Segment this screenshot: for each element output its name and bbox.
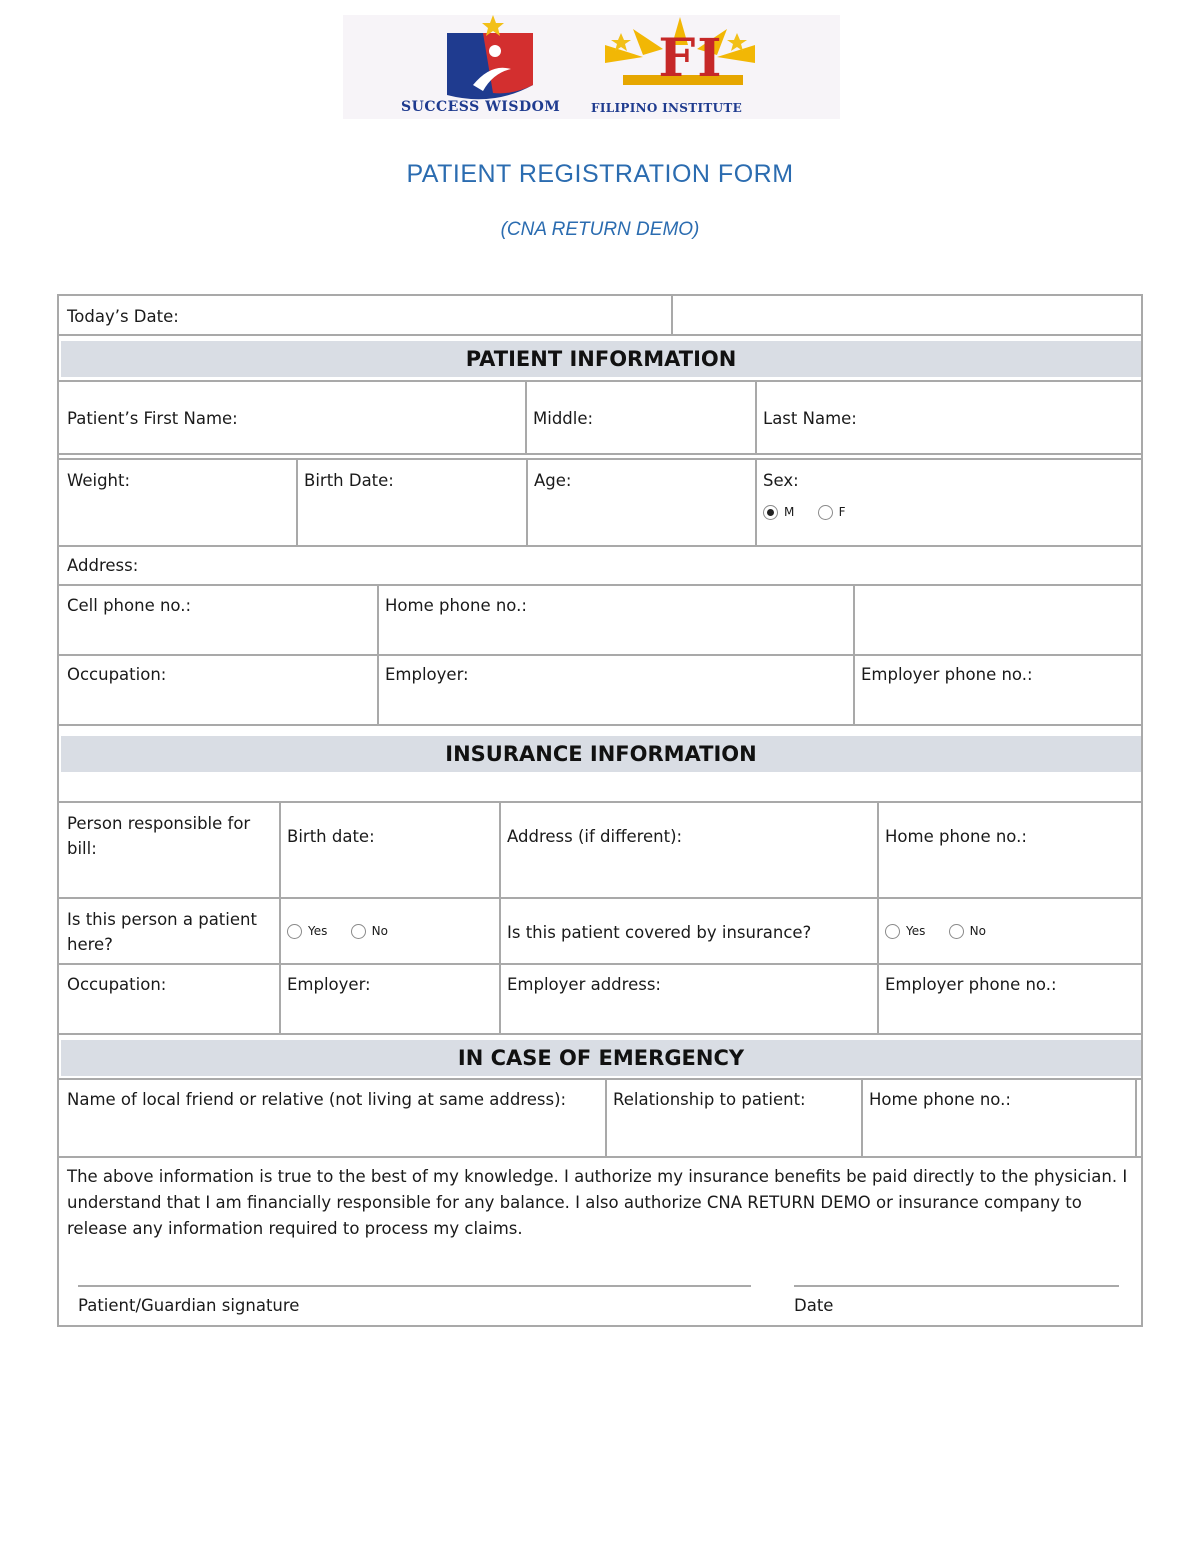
- address-field[interactable]: [59, 553, 1141, 583]
- is-patient-field: [59, 907, 279, 965]
- first-name-label: Patient’s First Name:: [67, 409, 238, 428]
- todays-date-field[interactable]: [59, 304, 671, 334]
- employer-phone-field[interactable]: [853, 662, 1141, 722]
- logo-right-text: FILIPINO INSTITUTE: [591, 101, 743, 115]
- todays-date-label: Today’s Date:: [67, 307, 179, 326]
- covered-options: [877, 918, 1141, 948]
- middle-name-label: Middle:: [533, 409, 594, 428]
- age-field[interactable]: [526, 468, 755, 538]
- emergency-contact-field[interactable]: [59, 1087, 605, 1147]
- sex-field: [755, 468, 1141, 538]
- sex-f-radio[interactable]: [818, 505, 833, 520]
- is-patient-options: [279, 918, 499, 948]
- responsible-birth-date-field[interactable]: [279, 824, 499, 894]
- birth-date-label: Birth Date:: [304, 471, 394, 490]
- is-patient-yes-label: Yes: [308, 924, 328, 938]
- page-title: PATIENT REGISTRATION FORM: [406, 160, 794, 188]
- birth-date-field[interactable]: [296, 468, 526, 538]
- responsible-birth-date-label: Birth date:: [287, 827, 375, 846]
- sex-f-label: F: [838, 505, 846, 519]
- emergency-home-phone-label: Home phone no.:: [869, 1090, 1011, 1109]
- registration-form: [57, 294, 1143, 1327]
- responsible-label: Person responsible for bill:: [67, 814, 251, 858]
- responsible-address-label: Address (if different):: [507, 827, 683, 846]
- home-phone-label: Home phone no.:: [385, 596, 527, 615]
- responsible-home-phone-label: Home phone no.:: [885, 827, 1027, 846]
- date-line[interactable]: [794, 1285, 1119, 1287]
- occupation-label: Occupation:: [67, 665, 167, 684]
- relationship-field[interactable]: [605, 1087, 861, 1147]
- logo-left-text: SUCCESS WISDOM: [401, 99, 561, 115]
- occupation-field[interactable]: [59, 662, 377, 722]
- responsible-address-field[interactable]: [499, 824, 877, 894]
- covered-yes-label: Yes: [906, 924, 926, 938]
- insurance-info-heading: INSURANCE INFORMATION: [61, 736, 1141, 772]
- weight-label: Weight:: [67, 471, 131, 490]
- responsible-occupation-label: Occupation:: [67, 975, 167, 994]
- cell-phone-label: Cell phone no.:: [67, 596, 192, 615]
- page-subtitle: (CNA RETURN DEMO): [500, 219, 700, 240]
- signature-label: Patient/Guardian signature: [78, 1296, 300, 1315]
- employer-field[interactable]: [377, 662, 853, 722]
- last-name-label: Last Name:: [763, 409, 857, 428]
- age-label: Age:: [534, 471, 572, 490]
- sex-m-radio[interactable]: [763, 505, 778, 520]
- sex-label: Sex:: [763, 471, 799, 490]
- emergency-heading: IN CASE OF EMERGENCY: [61, 1040, 1141, 1076]
- employer-label: Employer:: [385, 665, 469, 684]
- emergency-contact-label: Name of local friend or relative (not living at same address):: [67, 1090, 567, 1109]
- responsible-employer-phone-label: Employer phone no.:: [885, 975, 1057, 994]
- sex-m-label: M: [784, 505, 795, 519]
- responsible-employer-phone-field[interactable]: [877, 972, 1141, 1030]
- last-name-field[interactable]: [755, 406, 1141, 456]
- covered-yes-radio[interactable]: [885, 924, 900, 939]
- covered-label: Is this patient covered by insurance?: [507, 923, 812, 942]
- responsible-employer-field[interactable]: [279, 972, 499, 1030]
- responsible-occupation-field[interactable]: [59, 972, 279, 1030]
- middle-name-field[interactable]: [525, 406, 755, 456]
- employer-address-label: Employer address:: [507, 975, 661, 994]
- patient-info-heading: PATIENT INFORMATION: [61, 341, 1141, 377]
- covered-field: [499, 920, 877, 950]
- covered-no-radio[interactable]: [949, 924, 964, 939]
- responsible-field[interactable]: [59, 811, 279, 891]
- responsible-home-phone-field[interactable]: [877, 824, 1141, 894]
- date-label: Date: [794, 1296, 834, 1315]
- responsible-employer-label: Employer:: [287, 975, 371, 994]
- signature-line[interactable]: [78, 1285, 751, 1287]
- address-label: Address:: [67, 556, 139, 575]
- home-phone-field[interactable]: [377, 593, 853, 653]
- cell-phone-field[interactable]: [59, 593, 377, 653]
- authorization-statement: The above information is true to the best of my knowledge. I authorize my insurance benefits be paid directly to the physician. I understand that I am financially responsible for any balance. I also authorize CNA RETURN DEMO or insurance company to release any information required to process my claims.: [67, 1167, 1128, 1238]
- first-name-field[interactable]: [59, 406, 525, 456]
- is-patient-no-radio[interactable]: [351, 924, 366, 939]
- covered-no-label: No: [969, 924, 986, 938]
- weight-field[interactable]: [59, 468, 296, 538]
- employer-address-field[interactable]: [499, 972, 877, 1030]
- is-patient-yes-radio[interactable]: [287, 924, 302, 939]
- is-patient-no-label: No: [371, 924, 388, 938]
- is-patient-label: Is this person a patient here?: [67, 910, 257, 954]
- relationship-label: Relationship to patient:: [613, 1090, 806, 1109]
- emergency-home-phone-field[interactable]: [861, 1087, 1135, 1147]
- logo-monogram: FI: [658, 28, 724, 89]
- employer-phone-label: Employer phone no.:: [861, 665, 1033, 684]
- institute-logo: [343, 15, 840, 119]
